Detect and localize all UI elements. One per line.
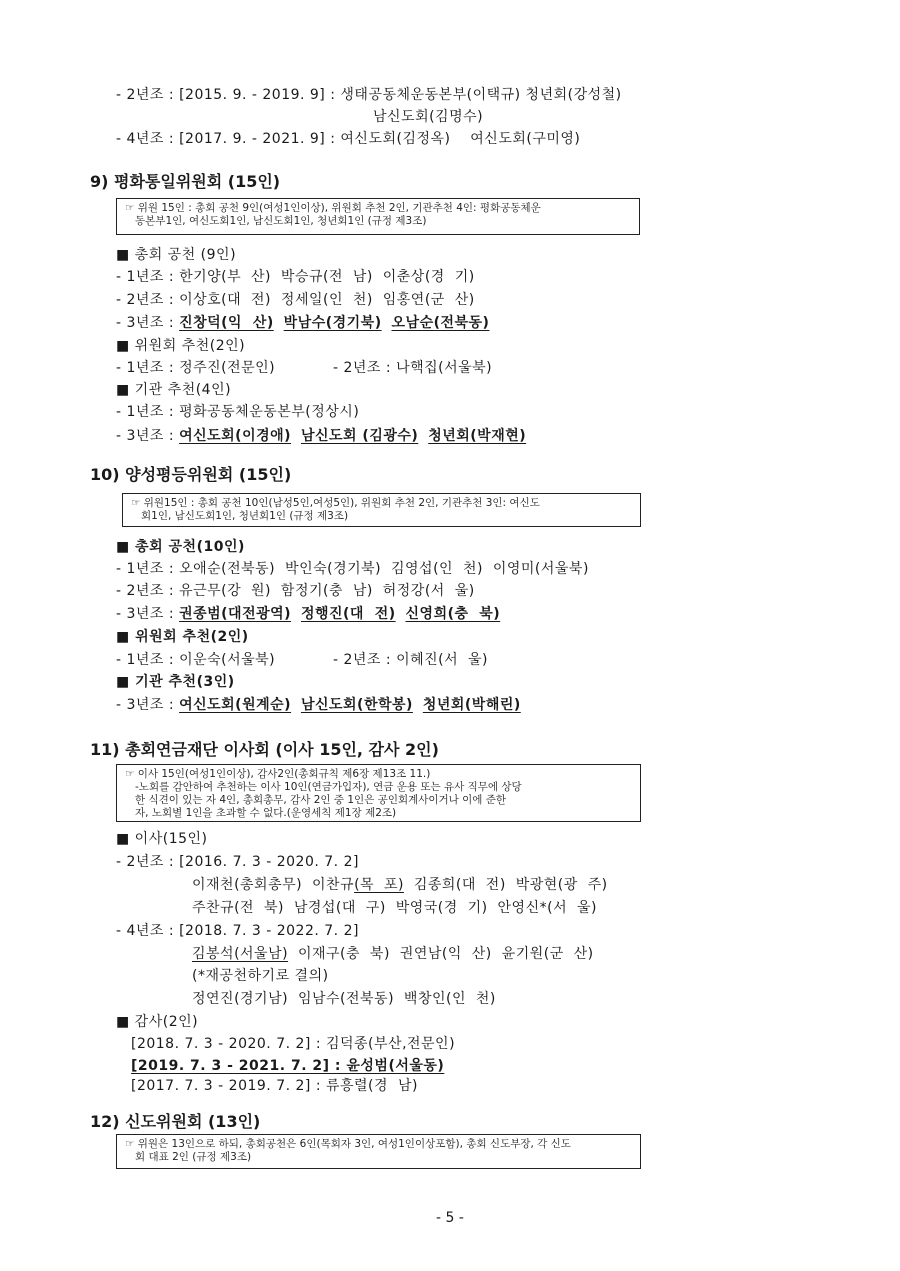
- note-line: ☞ 위원은 13인으로 하되, 총회공천은 6인(목회자 3인, 여성1인이상포함), 총회 신도부장, 각 신도: [125, 1138, 571, 1150]
- member-name: 여신도회(원계순): [179, 697, 292, 713]
- member-name: 정행진(대 전): [300, 606, 396, 622]
- text-line: 남신도회(김명수): [373, 109, 484, 125]
- group-label: ■ 기관 추천(3인): [116, 674, 235, 690]
- member-name: 진창덕(익 산): [179, 315, 274, 331]
- group-label: ■ 위원회 추천(2인): [116, 338, 246, 354]
- text-line: - 4년조 : [2017. 9. - 2021. 9] : 여신도회(김정옥) 여신도회(구미영): [116, 131, 581, 147]
- member-name: 이재구(충 북) 권연남(익 산) 윤기원(군 산): [288, 946, 594, 962]
- text-line: (*재공천하기로 결의): [192, 968, 329, 984]
- note-line: 동본부1인, 여신도회1인, 남신도회1인, 청년회1인 (규정 제3조): [125, 215, 427, 227]
- note-line: 한 식견이 있는 자 4인, 총회총무, 감사 2인 중 1인은 공인회계사이거나 이에 준한: [125, 794, 507, 806]
- member-name: 남신도회 (김광수): [300, 428, 419, 444]
- text-line: - 2년조 : [2016. 7. 3 - 2020. 7. 2]: [116, 854, 359, 870]
- text-line: - 1년조 : 이운숙(서울북): [116, 652, 276, 668]
- text-line: - 1년조 : 평화공동체운동본부(정상시): [116, 404, 360, 420]
- member-name: 남신도회(한학봉): [300, 697, 413, 713]
- text-line: [192, 945, 594, 963]
- section-heading: 10) 양성평등위원회 (15인): [90, 465, 292, 484]
- note-line: 자, 노회별 1인을 초과할 수 없다.(운영세칙 제1장 제2조): [125, 807, 397, 819]
- note-box: [116, 764, 641, 822]
- group-label: ■ 위원회 추천(2인): [116, 629, 249, 645]
- group-label: ■ 감사(2인): [116, 1014, 199, 1030]
- text-line: 주찬규(전 북) 남경섭(대 구) 박영국(경 기) 안영신*(서 울): [192, 900, 597, 916]
- text-line: [2018. 7. 3 - 2020. 7. 2] : 김덕종(부산,전문인): [131, 1036, 456, 1052]
- text-line: 정연진(경기남) 임남수(전북동) 백창인(인 천): [192, 991, 496, 1007]
- member-name: 김봉석(서울남): [192, 946, 289, 962]
- group-label: ■ 총회 공천(10인): [116, 539, 245, 555]
- text-line: [192, 876, 608, 894]
- text-line: - 1년조 : 정주진(전문인): [116, 360, 276, 376]
- text-line: [2019. 7. 3 - 2021. 7. 2] : 윤성범(서울동): [131, 1058, 445, 1074]
- term-label: - 3년조 :: [116, 697, 180, 713]
- term-label: - 3년조 :: [116, 315, 180, 331]
- section-heading: 9) 평화통일위원회 (15인): [90, 172, 281, 191]
- note-box: [116, 198, 640, 235]
- text-line: - 2년조 : [2015. 9. - 2019. 9] : 생태공동체운동본부(이택규) 청년회(강성철): [116, 87, 622, 103]
- note-box: [122, 493, 641, 527]
- member-name: 여신도회(이경애): [179, 428, 292, 444]
- member-name: (목 포): [354, 877, 404, 893]
- text-line: [116, 696, 521, 714]
- text-line: - 2년조 : 이혜진(서 울): [333, 652, 489, 668]
- text-line: - 4년조 : [2018. 7. 3 - 2022. 7. 2]: [116, 923, 359, 939]
- text-line: - 1년조 : 오애순(전북동) 박인숙(경기북) 김영섭(인 천) 이영미(서울북): [116, 561, 589, 577]
- member-name: 청년회(박해린): [422, 697, 521, 713]
- note-line: 회1인, 남신도회1인, 청년회1인 (규정 제3조): [131, 510, 349, 522]
- section-heading: 11) 총회연금재단 이사회 (이사 15인, 감사 2인): [90, 740, 439, 759]
- section-heading: 12) 신도위원회 (13인): [90, 1112, 261, 1131]
- text-line: - 2년조 : 나핵집(서울북): [333, 360, 493, 376]
- member-name: 김종희(대 전) 박광현(광 주): [403, 877, 608, 893]
- member-name: 이재천(총회총무) 이찬규: [192, 877, 355, 893]
- text-line: - 2년조 : 유근무(강 원) 함정기(충 남) 허정강(서 울): [116, 583, 475, 599]
- note-line: ☞ 위원15인 : 총회 공천 10인(남성5인,여성5인), 위원회 추천 2인, 기관추천 3인: 여신도: [131, 497, 540, 509]
- group-label: ■ 기관 추천(4인): [116, 382, 232, 398]
- group-label: ■ 총회 공천 (9인): [116, 247, 237, 263]
- text-line: [116, 427, 526, 445]
- page-number: - 5 -: [436, 1210, 464, 1226]
- group-label: ■ 이사(15인): [116, 831, 208, 847]
- note-line: -노회를 감안하여 추천하는 이사 10인(연금가입자), 연금 운용 또는 유사 직무에 상당: [125, 781, 522, 793]
- text-line: - 2년조 : 이상호(대 전) 정세일(인 천) 임홍연(군 산): [116, 292, 475, 308]
- text-line: - 1년조 : 한기양(부 산) 박승규(전 남) 이춘상(경 기): [116, 269, 475, 285]
- note-line: ☞ 이사 15인(여성1인이상), 감사2인(총회규칙 제6장 제13조 11.): [125, 768, 431, 780]
- note-box: [116, 1134, 641, 1169]
- member-name: 청년회(박재현): [428, 428, 527, 444]
- note-line: 회 대표 2인 (규정 제3조): [125, 1151, 252, 1163]
- member-name: 오남순(전북동): [391, 315, 490, 331]
- text-line: [2017. 7. 3 - 2019. 7. 2] : 류흥렬(경 남): [131, 1078, 418, 1094]
- member-name: 신영희(충 북): [405, 606, 501, 622]
- text-line: [116, 314, 489, 332]
- term-label: - 3년조 :: [116, 428, 180, 444]
- member-name: 박남수(경기북): [283, 315, 382, 331]
- term-label: - 3년조 :: [116, 606, 180, 622]
- text-line: [116, 605, 500, 623]
- member-name: 권종범(대전광역): [179, 606, 292, 622]
- note-line: ☞ 위원 15인 : 총회 공천 9인(여성1인이상), 위원회 추천 2인, 기관추천 4인: 평화공동체운: [125, 202, 541, 214]
